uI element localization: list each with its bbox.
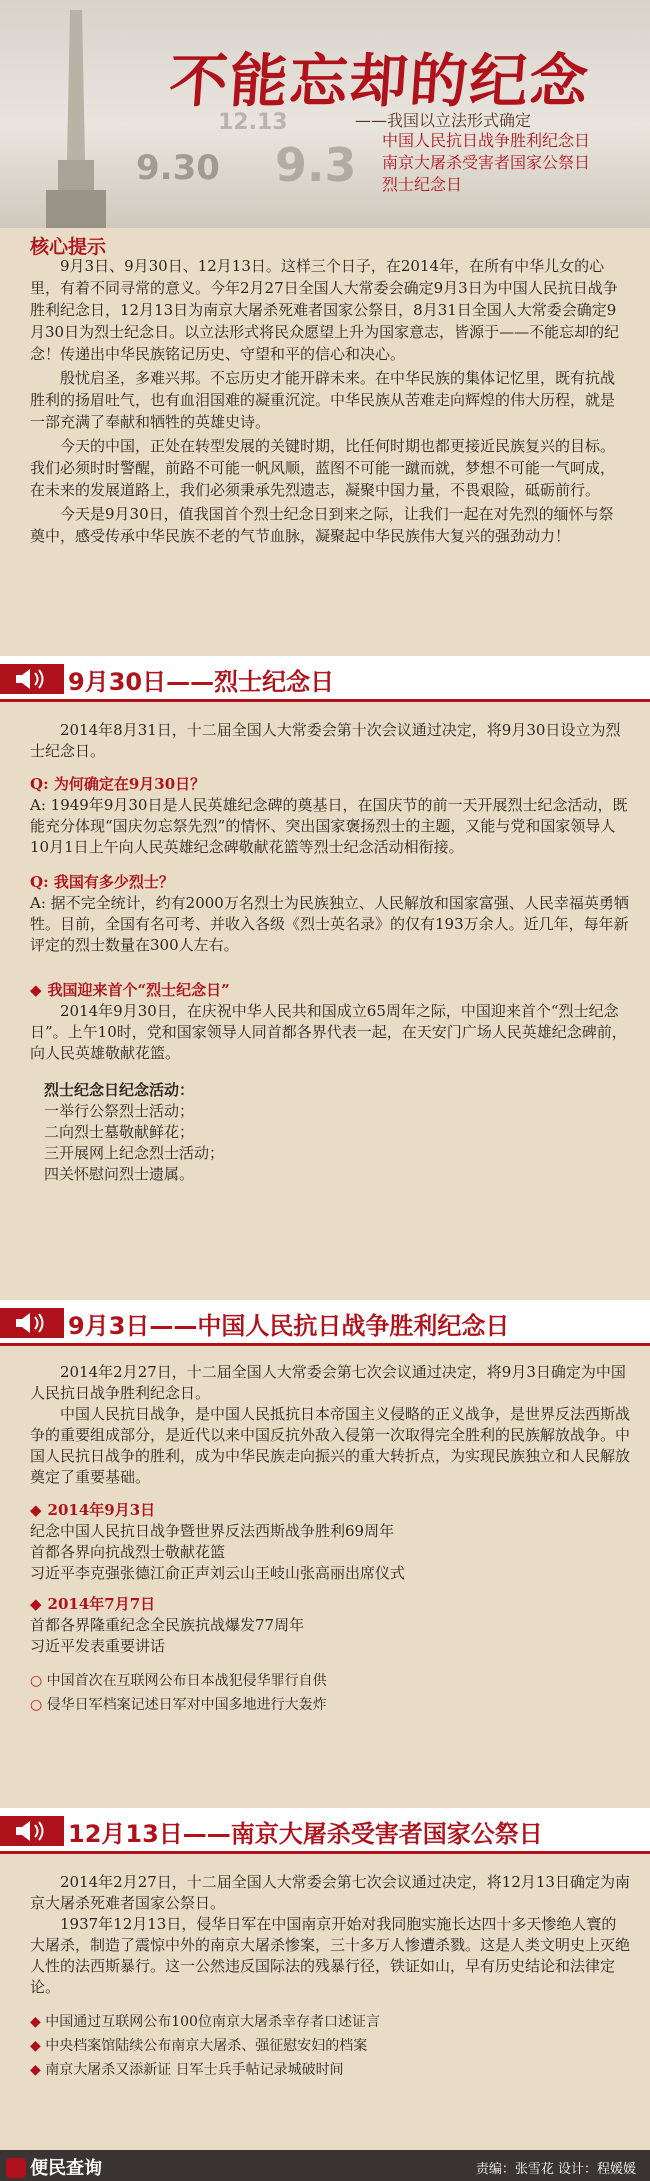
intro-text xyxy=(30,255,620,549)
event-line: 纪念中国人民抗日战争暨世界反法西斯战争胜利69周年 xyxy=(30,1522,395,1540)
paragraph: 中国人民抗日战争，是中国人民抵抗日本帝国主义侵略的正义战争，是世界反法西斯战争的重要组成部分，是近代以来中国反抗外敌入侵第一次取得完全胜利的民族解放战争。中国人民抗日战争的胜利，成为中华民族走向振兴的重大转折点，为实现民族独立和人民解放奠定了重要基础。 xyxy=(30,1405,631,1486)
activity-item: 二向烈士墓敬献鲜花； xyxy=(44,1123,195,1141)
subsection-heading: ◆ 我国迎来首个“烈士纪念日” xyxy=(30,981,230,999)
speaker-icon xyxy=(12,667,52,691)
subtitle: ——我国以立法形式确定 xyxy=(355,111,532,130)
diamond-icon: ◆ xyxy=(30,1595,42,1613)
circle-icon: ○ xyxy=(30,1673,47,1689)
paragraph: 2014年9月30日，在庆祝中华人民共和国成立65周年之际，中国迎来首个“烈士纪念日”。上午10时，党和国家领导人同首都各界代表一起，在天安门广场人民英雄纪念碑前，向人民英雄敬献花篮。 xyxy=(30,1002,627,1062)
memorial-item: 中国人民抗日战争胜利纪念日 xyxy=(382,131,591,150)
section-1213-content xyxy=(30,1872,630,2082)
section-930-content xyxy=(30,720,630,1185)
date-1213-text: 12.13 xyxy=(218,110,288,135)
main-title: 不能忘却的纪念 xyxy=(167,47,593,115)
related-link[interactable]: ○ 侵华日军档案记述日军对中国多地进行大轰炸 xyxy=(30,1697,327,1713)
memorial-list xyxy=(382,130,590,196)
diamond-icon: ◆ xyxy=(30,2062,46,2078)
diamond-icon: ◆ xyxy=(30,1501,42,1519)
related-link[interactable]: ◆ 中国通过互联网公布100位南京大屠杀幸存者口述证言 xyxy=(30,2014,380,2030)
event-line: 首都各界向抗战烈士敬献花篮 xyxy=(30,1543,226,1561)
section-intro: 2014年8月31日，十二届全国人大常委会第十次会议通过决定，将9月30日设立为烈士纪念日。 xyxy=(30,721,621,760)
footer-credit: 责编：张雪花 设计：程媛媛 xyxy=(475,2162,636,2177)
event-date: ◆ 2014年7月7日 xyxy=(30,1595,156,1613)
footer xyxy=(0,2150,650,2181)
intro-paragraph: 殷忧启圣，多难兴邦。不忘历史才能开辟未来。在中华民族的集体记忆里，既有抗战胜利的扬眉吐气，也有血泪国难的凝重沉淀。中华民族从苦难走向辉煌的伟大历程，就是一部充满了奉献和牺牲的英雄史诗。 xyxy=(30,369,616,431)
section-banner-1213 xyxy=(0,1808,650,1854)
section-title: 12月13日——南京大屠杀受害者国家公祭日 xyxy=(68,1820,543,1848)
related-link[interactable]: ◆ 南京大屠杀又添新证 日军士兵手帖记录城破时间 xyxy=(30,2062,344,2078)
paragraph: 2014年2月27日，十二届全国人大常委会第七次会议通过决定，将9月3日确定为中国人民抗日战争胜利纪念日。 xyxy=(30,1363,626,1402)
answer: A: 1949年9月30日是人民英雄纪念碑的奠基日，在国庆节的前一天开展烈士纪念活动，既能充分体现“国庆勿忘祭先烈”的情怀、突出国家褒扬烈士的主题，又能与党和国家领导人10月1日上午向人民英雄纪念碑敬献花篮等烈士纪念活动相衔接。 xyxy=(30,796,628,856)
intro-paragraph: 今天的中国，正处在转型发展的关键时期，比任何时期也都更接近民族复兴的目标。我们必须时时警醒，前路不可能一帆风顺，蓝图不可能一蹴而就，梦想不可能一气呵成，在未来的发展道路上，我们必须秉承先烈遗志，凝聚中国力量，不畏艰险，砥砺前行。 xyxy=(30,437,616,499)
intro-paragraph: 9月3日、9月30日、12月13日。这样三个日子，在2014年，在所有中华儿女的心里，有着不同寻常的意义。今年2月27日全国人大常委会确定9月3日为中国人民抗日战争胜利纪念日，12月13日为南京大屠杀死难者国家公祭日，8月31日全国人大常委会确定9月30日为烈士纪念日。以立法形式将民众愿望上升为国家意志，皆源于——不能忘却的纪念！传递出中华民族铭记历史、守望和平的信心和决心。 xyxy=(30,257,620,363)
activities-heading: 烈士纪念日纪念活动： xyxy=(44,1081,195,1099)
diamond-icon: ◆ xyxy=(30,2014,46,2030)
related-link[interactable]: ◆ 中央档案馆陆续公布南京大屠杀、强征慰安妇的档案 xyxy=(30,2038,368,2054)
event-line: 首都各界隆重纪念全民族抗战爆发77周年 xyxy=(30,1616,305,1634)
intro-paragraph: 今天是9月30日，值我国首个烈士纪念日到来之际，让我们一起在对先烈的缅怀与祭奠中，感受传承中华民族不老的气节血脉，凝聚起中华民族伟大复兴的强劲动力！ xyxy=(30,505,614,545)
answer: A: 据不完全统计，约有2000万名烈士为民族独立、人民解放和国家富强、人民幸福英勇牺牲。目前，全国有名可考、并收入各级《烈士英名录》的仅有193万余人。近几年，每年新评定的烈士数量在300人左右。 xyxy=(30,894,629,954)
memorial-item: 南京大屠杀受害者国家公祭日 xyxy=(382,153,591,172)
circle-icon: ○ xyxy=(30,1697,47,1713)
event-line: 习近平李克强张德江俞正声刘云山王岐山张高丽出席仪式 xyxy=(30,1564,406,1582)
activity-item: 四关怀慰问烈士遗属。 xyxy=(44,1165,195,1183)
logo-icon xyxy=(6,2158,26,2178)
section-title: 9月30日——烈士纪念日 xyxy=(68,668,335,696)
section-title: 9月3日——中国人民抗日战争胜利纪念日 xyxy=(68,1312,510,1340)
section-93-content xyxy=(30,1362,630,1717)
diamond-icon: ◆ xyxy=(30,981,42,999)
question: Q: 我国有多少烈士？ xyxy=(30,873,174,891)
related-link[interactable]: ○ 中国首次在互联网公布日本战犯侵华罪行自供 xyxy=(30,1673,327,1689)
section-banner-930 xyxy=(0,656,650,702)
date-93-text: 9.3 xyxy=(275,138,357,192)
memorial-item: 烈士纪念日 xyxy=(382,175,463,194)
date-930-text: 9.30 xyxy=(136,148,220,188)
event-date: ◆ 2014年9月3日 xyxy=(30,1501,156,1519)
footer-logo[interactable]: 便民查询 xyxy=(6,2154,102,2180)
intro-heading: 核心提示 xyxy=(30,236,107,258)
question: Q: 为何确定在9月30日？ xyxy=(30,775,206,793)
monument-icon xyxy=(40,10,110,228)
activity-item: 一举行公祭烈士活动； xyxy=(44,1102,195,1120)
section-banner-93 xyxy=(0,1300,650,1346)
speaker-icon xyxy=(12,1311,52,1335)
event-line: 习近平发表重要讲话 xyxy=(30,1637,166,1655)
header-banner xyxy=(0,0,650,228)
speaker-icon xyxy=(12,1819,52,1843)
paragraph: 2014年2月27日，十二届全国人大常委会第七次会议通过决定，将12月13日确定为南京大屠杀死难者国家公祭日。 xyxy=(30,1873,630,1912)
diamond-icon: ◆ xyxy=(30,2038,46,2054)
paragraph: 1937年12月13日，侵华日军在中国南京开始对我同胞实施长达四十多天惨绝人寰的大屠杀，制造了震惊中外的南京大屠杀惨案，三十多万人惨遭杀戮。这是人类文明史上灭绝人性的法西斯暴行。这一公然违反国际法的残暴行径，铁证如山，早有历史结论和法律定论。 xyxy=(30,1915,631,1996)
activity-item: 三开展网上纪念烈士活动； xyxy=(44,1144,225,1162)
